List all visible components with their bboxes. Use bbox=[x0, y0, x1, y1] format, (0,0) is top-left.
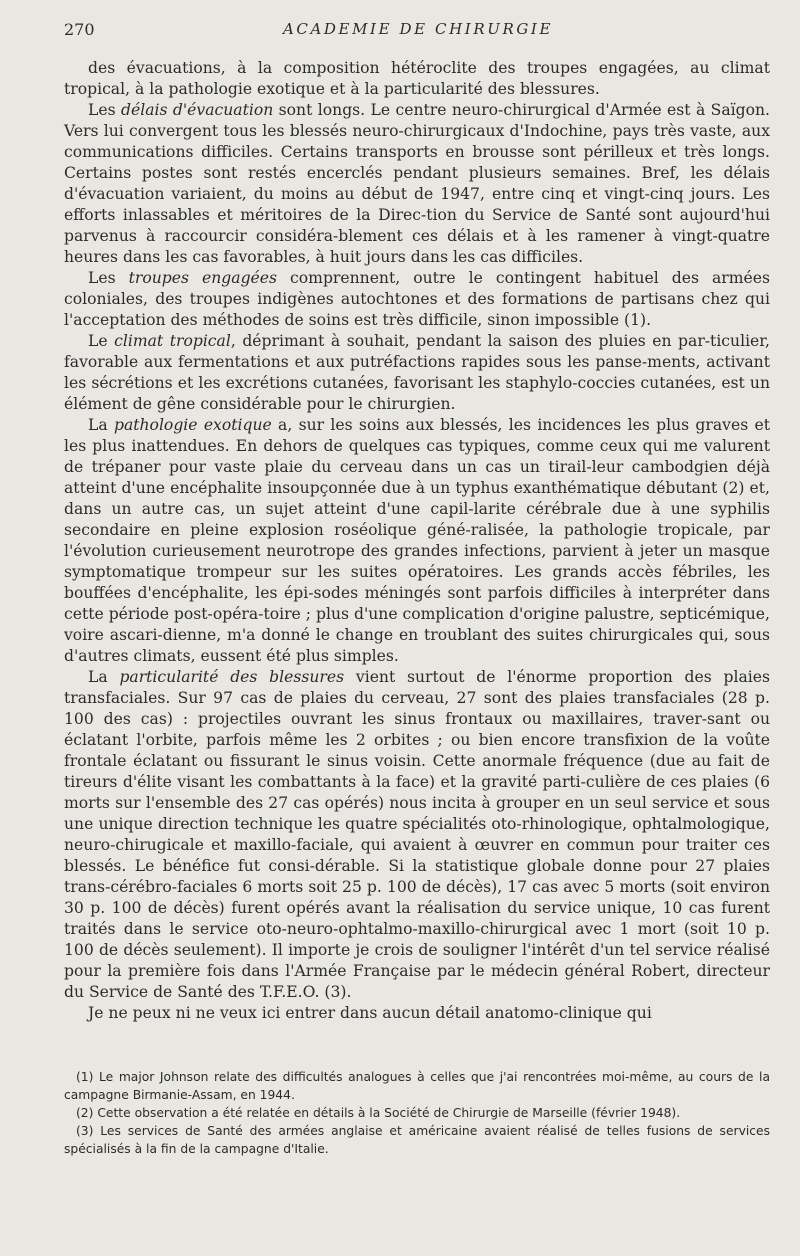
text-run: La bbox=[88, 416, 114, 434]
paragraph bbox=[64, 1003, 770, 1024]
text-run: La bbox=[88, 668, 120, 686]
text-run: Les bbox=[88, 101, 121, 119]
paragraph bbox=[64, 58, 770, 100]
running-title: ACADEMIE DE CHIRURGIE bbox=[282, 20, 554, 38]
text-run: a, sur les soins aux blessés, les incidences les plus graves et les plus inattendues. En dehors de quelques cas typiques, comme ceux qui me valurent de trépaner pour vaste plaie du cerveau dans un cas un tirail-leur cambodgien déjà atteint d'une encéphalite insoupçonnée due à un typhus exanthématique débutant (2) et, dans un autre cas, un sujet atteint d'une capil-larite cérébrale due à une syphilis secondaire en pleine explosion roséolique géné-ralisée, la pathologie tropicale, par l'évolution curieusement neurotrope des grandes infections, parvient à jeter un masque symptomatique trompeur sur les suites opératoires. Les grands accès fébriles, les bouffées d'encéphalite, les épi-sodes méningés sont parfois difficiles à interpréter dans cette période post-opéra-toire ; plus d'une complication d'origine palustre, septicémique, voire ascari-dienne, m'a donné le change en troublant des suites chirurgicales qui, sous d'autres climats, eussent été plus simples. bbox=[64, 416, 771, 665]
text-run: sont longs. Le centre neuro-chirurgical d'Armée est à Saïgon. Vers lui convergent tous les blessés neuro-chirurgicaux d'Indochine, pays très vaste, aux communications difficiles. Certains transports en brousse sont périlleux et très longs. Certains postes sont restés encerclés pendant plusieurs semaines. Bref, les délais d'évacuation variaient, du moins au début de 1947, entre cinq et vingt-cinq jours. Les efforts inlassables et méritoires de la Direc-tion du Service de Santé sont aujourd'hui parvenus à raccourcir considéra-blement ces délais et à les ramener à vingt-quatre heures dans les cas favorables, à huit jours dans les cas difficiles. bbox=[64, 101, 771, 266]
italic-term: délais d'évacuation bbox=[121, 101, 274, 119]
footnote: (3) Les services de Santé des armées anglaise et américaine avaient réalisé de telles fusions de services spécialisés à la fin de la campagne d'Italie. bbox=[64, 1124, 770, 1156]
paragraph bbox=[64, 331, 770, 415]
italic-term: pathologie exotique bbox=[113, 416, 272, 434]
text-run: Les bbox=[88, 269, 129, 287]
page-number: 270 bbox=[64, 20, 95, 39]
text-run: , déprimant à souhait, pendant la saison des pluies en par-ticulier, favorable aux fermentations et aux putréfactions rapides sous les panse-ments, activant les sécrétions et les excrétions cutanées, favorisant les staphylo-coccies cutanées, est un élément de gêne considérable pour le chirurgien. bbox=[64, 332, 770, 413]
running-header bbox=[64, 20, 772, 44]
body-text bbox=[64, 58, 770, 1024]
italic-term: particularité des blessures bbox=[119, 668, 345, 686]
text-run: comprennent, outre le contingent habituel des armées coloniales, des troupes indigènes autochtones et des formations de partisans chez qui l'acceptation des méthodes de soins est très difficile, sinon impossible (1). bbox=[64, 269, 770, 329]
text-run: vient surtout de l'énorme proportion des plaies transfaciales. Sur 97 cas de plaies du cerveau, 27 sont des plaies transfaciales (28 p. 100 des cas) : projectiles ouvrant les sinus frontaux ou maxillaires, traver-sant ou éclatant l'orbite, parfois même les 2 orbites ; ou bien encore transfixion de la voûte frontale éclatant ou fissurant le sinus voisin. Cette anormale fréquence (due au fait de tireurs d'élite visant les combattants à la face) et la gravité parti-culière de ces plaies (6 morts sur l'ensemble des 27 cas opérés) nous incita à grouper en un seul service et sous une unique direction technique les quatre spécialités oto-rhinologique, ophtalmologique, neuro-chirugicale et maxillo-faciale, qui avaient à œuvrer en commun pour traiter ces blessés. Le bénéfice fut consi-dérable. Si la statistique globale donne pour 27 plaies trans-cérébro-faciales 6 morts soit 25 p. 100 de décès), 17 cas avec 5 morts (soit environ 30 p. 100 de décès) furent opérés avant la réalisation du service unique, 10 cas furent traités dans le service oto-neuro-ophtalmo-maxillo-chirurgical avec 1 mort (soit 10 p. 100 de décès seulement). Il importe je crois de souligner l'intérêt d'un tel service réalisé pour la première fois dans l'Armée Française par le médecin général Robert, directeur du Service de Santé des T.F.E.O. (3). bbox=[64, 668, 770, 1001]
italic-term: troupes engagées bbox=[128, 269, 278, 287]
italic-term: climat tropical bbox=[114, 332, 231, 350]
paragraph bbox=[64, 415, 770, 667]
text-run: Le bbox=[88, 332, 115, 350]
paragraph bbox=[64, 100, 770, 268]
paragraph bbox=[64, 268, 770, 331]
text-run: des évacuations, à la composition hétéroclite des troupes engagées, au climat tropical, à la pathologie exotique et à la particularité des blessures. bbox=[64, 59, 770, 98]
text-run: Je ne peux ni ne veux ici entrer dans aucun détail anatomo-clinique qui bbox=[88, 1004, 652, 1022]
footnotes bbox=[64, 1068, 770, 1158]
footnote: (2) Cette observation a été relatée en détails à la Société de Chirurgie de Marseille (février 1948). bbox=[76, 1106, 681, 1120]
paragraph bbox=[64, 667, 770, 1003]
footnote: (1) Le major Johnson relate des difficultés analogues à celles que j'ai rencontrées moi-même, au cours de la campagne Birmanie-Assam, en 1944. bbox=[64, 1070, 770, 1102]
